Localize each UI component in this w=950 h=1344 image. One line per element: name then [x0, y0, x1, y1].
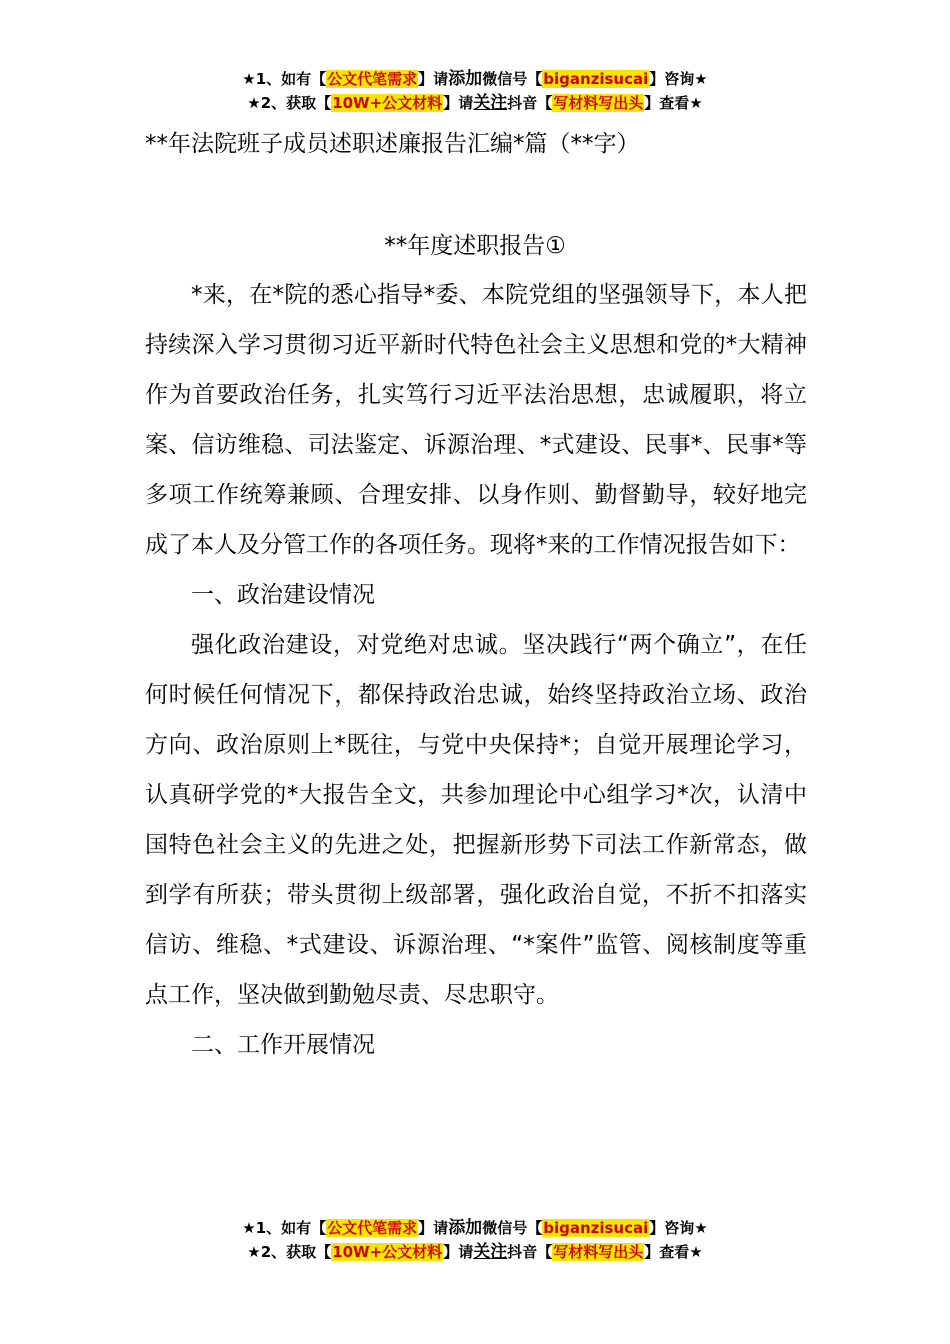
report-title: **年度述职报告①: [384, 233, 566, 259]
promo-banner-bottom: [0, 1216, 950, 1264]
emphasis-add: 添加: [448, 69, 483, 89]
section-heading-1: 一、政治建设情况: [191, 582, 375, 608]
highlight-materials: 10W+公文材料: [332, 94, 443, 112]
body-paragraph: 强化政治建设，对党绝对忠诚。坚决践行“两个确立”，在任何时候任何情况下，都保持政治忠诚，始终坚持政治立场、政治方向、政治原则上*既往，与党中央保持*；自觉开展理论学习，认真研学党的*大报告全文，共参加理论中心组学习*次，认清中国特色社会主义的先进之处，把握新形势下司法工作新常态，做到学有所获；带头贯彻上级部署，强化政治自觉，不折不扣落实信访、维稳、*式建设、诉源治理、“*案件”监管、阅核制度等重点工作，坚决做到勤勉尽责、尽忠职守。: [145, 632, 807, 1008]
promo-text: 】咨询★: [649, 70, 708, 88]
promo-text: 抖音【: [507, 1243, 553, 1261]
promo-line-1: [0, 1216, 950, 1240]
highlight-douyin-id: 写材料写出头: [553, 1243, 644, 1261]
promo-line-1: [0, 67, 950, 91]
promo-text: 1、如有【: [255, 1219, 327, 1237]
star-icon: ★: [247, 1243, 261, 1261]
intro-paragraph: *来，在*院的悉心指导*委、本院党组的坚强领导下，本人把持续深入学习贯彻习近平新时代特色社会主义思想和党的*大精神作为首要政治任务，扎实笃行习近平法治思想，忠诚履职，将立案、信访维稳、司法鉴定、诉源治理、*式建设、民事*、民事*等多项工作统筹兼顾、合理安排、以身作则、勤督勤导，较好地完成了本人及分管工作的各项任务。现将*来的工作情况报告如下：: [145, 282, 807, 558]
promo-text: 微信号【: [482, 1219, 543, 1237]
star-icon: ★: [242, 70, 256, 88]
promo-text: 】请: [443, 94, 474, 112]
promo-text: 2、获取【: [260, 1243, 332, 1261]
star-icon: ★: [247, 94, 261, 112]
promo-text: 抖音【: [507, 94, 553, 112]
document-body: [145, 270, 807, 1070]
promo-text: 】请: [443, 1243, 474, 1261]
star-icon: ★: [242, 1219, 256, 1237]
promo-text: 】查看★: [644, 94, 703, 112]
promo-text: 】请: [418, 70, 449, 88]
promo-text: 】查看★: [644, 1243, 703, 1261]
highlight-materials: 10W+公文材料: [332, 1243, 443, 1261]
promo-text: 】咨询★: [649, 1219, 708, 1237]
promo-line-2: [0, 91, 950, 115]
emphasis-follow: 关注: [473, 1242, 508, 1262]
highlight-service: 公文代笔需求: [327, 1219, 418, 1237]
promo-line-2: [0, 1240, 950, 1264]
promo-text: 1、如有【: [255, 70, 327, 88]
promo-text: 2、获取【: [260, 94, 332, 112]
collection-title: **年法院班子成员述职述廉报告汇编*篇（**字）: [145, 131, 640, 157]
highlight-wechat-id: biganzisucai: [543, 70, 649, 88]
highlight-wechat-id: biganzisucai: [543, 1219, 649, 1237]
promo-text: 微信号【: [482, 70, 543, 88]
highlight-douyin-id: 写材料写出头: [553, 94, 644, 112]
emphasis-add: 添加: [448, 1218, 483, 1238]
highlight-service: 公文代笔需求: [327, 70, 418, 88]
emphasis-follow: 关注: [473, 93, 508, 113]
section-heading-2: 二、工作开展情况: [191, 1032, 375, 1058]
promo-banner-top: [0, 67, 950, 115]
promo-text: 】请: [418, 1219, 449, 1237]
